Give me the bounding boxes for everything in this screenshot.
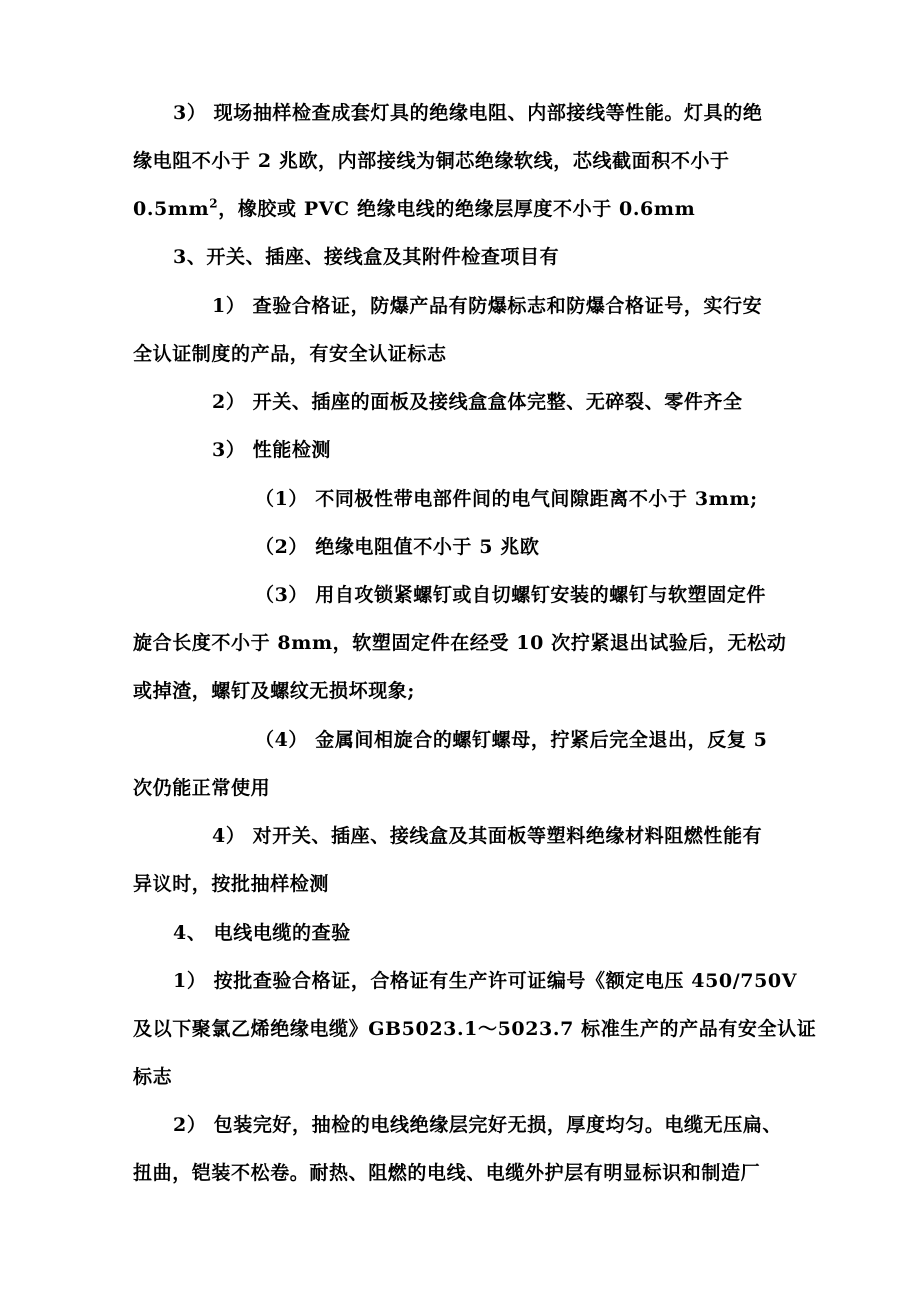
paragraph-line: 3） 现场抽样检查成套灯具的绝缘电阻、内部接线等性能。灯具的绝 bbox=[173, 102, 763, 124]
paragraph-line: 及以下聚氯乙烯绝缘电缆》GB5023.1～5023.7 标准生产的产品有安全认证 bbox=[133, 1018, 817, 1040]
paragraph-line: 旋合长度不小于 8mm，软塑固定件在经受 10 次拧紧退出试验后，无松动 bbox=[133, 632, 787, 654]
paragraph-line: 2） 包装完好，抽检的电线绝缘层完好无损，厚度均匀。电缆无压扁、 bbox=[173, 1114, 783, 1136]
text-run: 0.5mm bbox=[133, 198, 210, 220]
paragraph-line: 4） 对开关、插座、接线盒及其面板等塑料绝缘材料阻燃性能有 bbox=[212, 825, 763, 847]
paragraph-line: 标志 bbox=[133, 1066, 173, 1088]
paragraph-line: 1） 查验合格证，防爆产品有防爆标志和防爆合格证号，实行安 bbox=[212, 295, 763, 317]
paragraph-line: 全认证制度的产品，有安全认证标志 bbox=[133, 343, 447, 365]
paragraph-line: 2） 开关、插座的面板及接线盒盒体完整、无碎裂、零件齐全 bbox=[212, 391, 743, 413]
superscript: 2 bbox=[209, 196, 219, 211]
paragraph-line: （2） 绝缘电阻值不小于 5 兆欧 bbox=[255, 536, 540, 558]
paragraph-line: （1） 不同极性带电部件间的电气间隙距离不小于 3mm; bbox=[255, 488, 758, 510]
paragraph-line: 或掉渣，螺钉及螺纹无损坏现象; bbox=[133, 680, 416, 702]
paragraph-line: 扭曲，铠装不松卷。耐热、阻燃的电线、电缆外护层有明显标识和制造厂 bbox=[133, 1162, 761, 1184]
section-heading: 3、开关、插座、接线盒及其附件检查项目有 bbox=[173, 246, 560, 268]
paragraph-line: 1） 按批查验合格证，合格证有生产许可证编号《额定电压 450/750V bbox=[173, 970, 798, 992]
paragraph-line: （3） 用自攻锁紧螺钉或自切螺钉安装的螺钉与软塑固定件 bbox=[255, 584, 767, 606]
paragraph-line: （4） 金属间相旋合的螺钉螺母，拧紧后完全退出，反复 5 bbox=[255, 729, 768, 751]
text-run: ，橡胶或 PVC 绝缘电线的绝缘层厚度不小于 0.6mm bbox=[218, 198, 696, 220]
paragraph-line: 缘电阻不小于 2 兆欧，内部接线为铜芯绝缘软线，芯线截面积不小于 bbox=[133, 150, 730, 172]
paragraph-line: 次仍能正常使用 bbox=[133, 777, 271, 799]
section-heading: 4、 电线电缆的查验 bbox=[173, 922, 351, 944]
paragraph-line: 3） 性能检测 bbox=[212, 439, 332, 461]
paragraph-line: 异议时，按批抽样检测 bbox=[133, 873, 330, 895]
paragraph-line bbox=[133, 185, 833, 233]
